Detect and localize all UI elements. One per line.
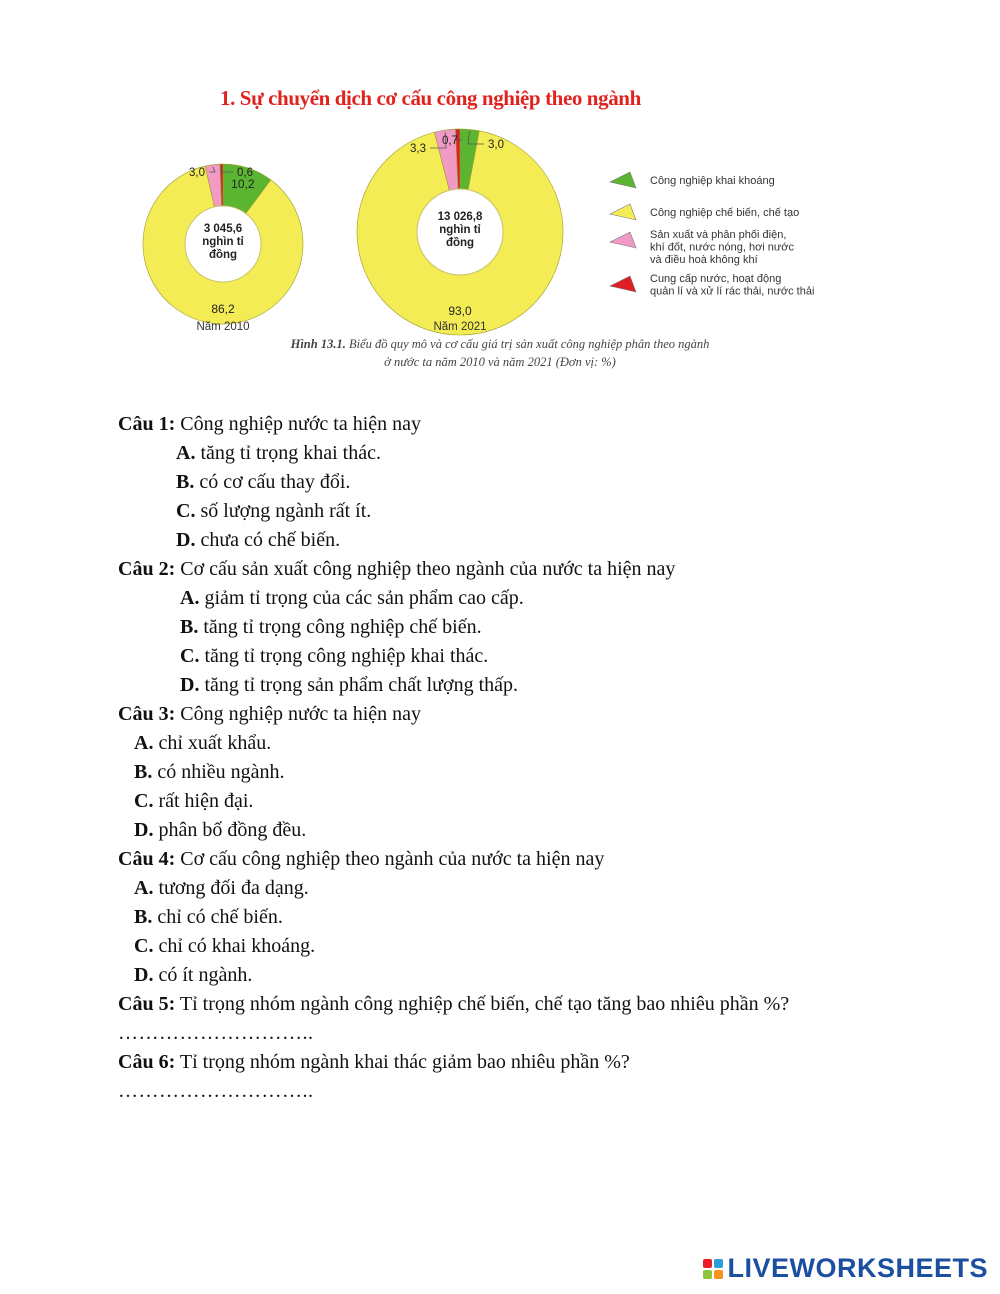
- question-text: Tỉ trọng nhóm ngành công nghiệp chế biến, chế tạo tăng bao nhiêu phần %?: [175, 993, 790, 1015]
- answer-option-b[interactable]: [118, 903, 978, 932]
- answer-option-b[interactable]: [118, 758, 978, 787]
- question-5: [118, 990, 978, 1019]
- question-text: Công nghiệp nước ta hiện nay: [175, 413, 422, 435]
- answer-option-d[interactable]: [118, 526, 978, 555]
- option-letter: B.: [134, 761, 153, 783]
- option-letter: A.: [134, 732, 154, 754]
- option-text: rất hiện đại.: [153, 790, 254, 812]
- legend-label-water: quản lí và xử lí rác thải, nước thải: [650, 285, 815, 298]
- answer-option-a[interactable]: [118, 874, 978, 903]
- option-text: chỉ có khai khoáng.: [153, 935, 316, 957]
- option-text: giảm tỉ trọng của các sản phẩm cao cấp.: [199, 587, 524, 609]
- question-6: [118, 1048, 978, 1077]
- question-text: Tỉ trọng nhóm ngành khai thác giảm bao nhiêu phần %?: [175, 1051, 630, 1073]
- question-label: Câu 6:: [118, 1051, 176, 1073]
- pie-1-label-water: 0,7: [442, 135, 458, 147]
- option-letter: C.: [176, 500, 196, 522]
- question-text: Cơ cấu sản xuất công nghiệp theo ngành của nước ta hiện nay: [175, 558, 676, 580]
- question-1: [118, 410, 978, 439]
- question-label: Câu 1:: [118, 413, 176, 435]
- option-letter: B.: [180, 616, 199, 638]
- pie-0-year-label: Năm 2010: [196, 321, 250, 333]
- option-letter: B.: [134, 906, 153, 928]
- option-letter: C.: [134, 935, 154, 957]
- question-list: [118, 410, 978, 1106]
- liveworksheets-brand: [703, 1253, 988, 1284]
- question-4: [118, 845, 978, 874]
- figure-caption-number: Hình 13.1.: [290, 337, 346, 351]
- answer-option-a[interactable]: [118, 584, 978, 613]
- legend-swatch-water: [610, 276, 636, 292]
- question-3: [118, 700, 978, 729]
- legend-swatch-processing: [610, 204, 636, 220]
- legend-label-electricity: và điều hoà không khí: [650, 254, 758, 266]
- answer-option-a[interactable]: [118, 729, 978, 758]
- option-text: tương đối đa dạng.: [153, 877, 309, 899]
- option-letter: D.: [180, 674, 200, 696]
- answer-option-c[interactable]: [118, 497, 978, 526]
- option-letter: C.: [180, 645, 200, 667]
- option-text: chỉ có chế biến.: [152, 906, 283, 928]
- answer-option-d[interactable]: [118, 816, 978, 845]
- pie-0-label-electricity: 3,0: [189, 167, 205, 179]
- answer-option-c[interactable]: [118, 932, 978, 961]
- pie-0-label-mining: 10,2: [231, 177, 255, 192]
- option-letter: D.: [176, 529, 196, 551]
- option-letter: A.: [176, 442, 196, 464]
- pie-0-center-text: đồng: [208, 249, 238, 261]
- question-text: Cơ cấu công nghiệp theo ngành của nước ta hiện nay: [175, 848, 605, 870]
- option-letter: C.: [134, 790, 154, 812]
- question-2: [118, 555, 978, 584]
- answer-option-b[interactable]: [118, 613, 978, 642]
- question-label: Câu 4:: [118, 848, 176, 870]
- liveworksheets-logo-icon: [703, 1259, 723, 1279]
- answer-option-d[interactable]: [118, 671, 978, 700]
- option-text: có ít ngành.: [153, 964, 253, 986]
- answer-option-c[interactable]: [118, 642, 978, 671]
- answer-option-d[interactable]: [118, 961, 978, 990]
- pie-0-center-text: 3 045,6: [203, 223, 243, 235]
- option-text: số lượng ngành rất ít.: [195, 500, 372, 522]
- legend-label-processing: Công nghiệp chế biến, chế tạo: [650, 207, 800, 219]
- option-text: phân bố đồng đều.: [153, 819, 307, 841]
- question-label: Câu 2:: [118, 558, 176, 580]
- pie-0-center-text: nghìn tỉ: [202, 236, 244, 248]
- page-title: 1. Sự chuyển dịch cơ cấu công nghiệp theo ngành: [220, 86, 641, 110]
- option-letter: A.: [180, 587, 200, 609]
- legend-label-electricity: Sản xuất và phân phối điện,: [650, 229, 787, 241]
- answer-option-c[interactable]: [118, 787, 978, 816]
- legend-label-water: Cung cấp nước, hoạt động: [650, 273, 782, 285]
- pie-1-center-text: nghìn tỉ: [439, 224, 481, 236]
- pie-1-center-text: đồng: [445, 237, 475, 249]
- option-text: tăng tỉ trọng khai thác.: [195, 442, 381, 464]
- brand-text: LIVEWORKSHEETS: [727, 1253, 988, 1283]
- answer-blank-input[interactable]: ………………………..: [118, 1022, 314, 1044]
- option-letter: A.: [134, 877, 154, 899]
- legend-swatch-mining: [610, 172, 636, 188]
- legend-label-electricity: khí đốt, nước nóng, hơi nước: [650, 241, 794, 254]
- figure-caption: [290, 337, 710, 351]
- pie-1-label-processing: 93,0: [448, 304, 472, 318]
- figure-caption-line2: ở nước ta năm 2010 và năm 2021 (Đơn vị: %): [384, 355, 616, 369]
- option-text: tăng tỉ trọng công nghiệp khai thác.: [199, 645, 489, 667]
- option-text: tăng tỉ trọng công nghiệp chế biến.: [198, 616, 482, 638]
- option-text: chưa có chế biến.: [195, 529, 341, 551]
- answer-blank-input[interactable]: ………………………..: [118, 1080, 314, 1102]
- legend-swatch-electricity: [610, 232, 636, 248]
- option-text: chỉ xuất khẩu.: [153, 732, 272, 754]
- option-text: tăng tỉ trọng sản phẩm chất lượng thấp.: [199, 674, 519, 696]
- question-label: Câu 5:: [118, 993, 176, 1015]
- question-text: Công nghiệp nước ta hiện nay: [175, 703, 422, 725]
- option-text: có cơ cấu thay đổi.: [194, 471, 351, 493]
- pie-chart-figure: [130, 128, 870, 378]
- pie-1-label-electricity: 3,3: [410, 143, 426, 155]
- answer-option-a[interactable]: [118, 439, 978, 468]
- pie-1-center-text: 13 026,8: [437, 211, 483, 223]
- option-letter: D.: [134, 819, 154, 841]
- answer-option-b[interactable]: [118, 468, 978, 497]
- figure-caption-text: Biểu đồ quy mô và cơ cấu giá trị sản xuất công nghiệp phân theo ngành: [345, 337, 710, 351]
- pie-0-label-water: 0,6: [237, 167, 253, 179]
- option-letter: D.: [134, 964, 154, 986]
- pie-0-label-processing: 86,2: [211, 302, 235, 316]
- legend-label-mining: Công nghiệp khai khoáng: [650, 175, 775, 187]
- pie-1-label-mining: 3,0: [488, 139, 504, 151]
- question-label: Câu 3:: [118, 703, 176, 725]
- option-text: có nhiều ngành.: [152, 761, 285, 783]
- option-letter: B.: [176, 471, 195, 493]
- pie-1-year-label: Năm 2021: [433, 321, 487, 333]
